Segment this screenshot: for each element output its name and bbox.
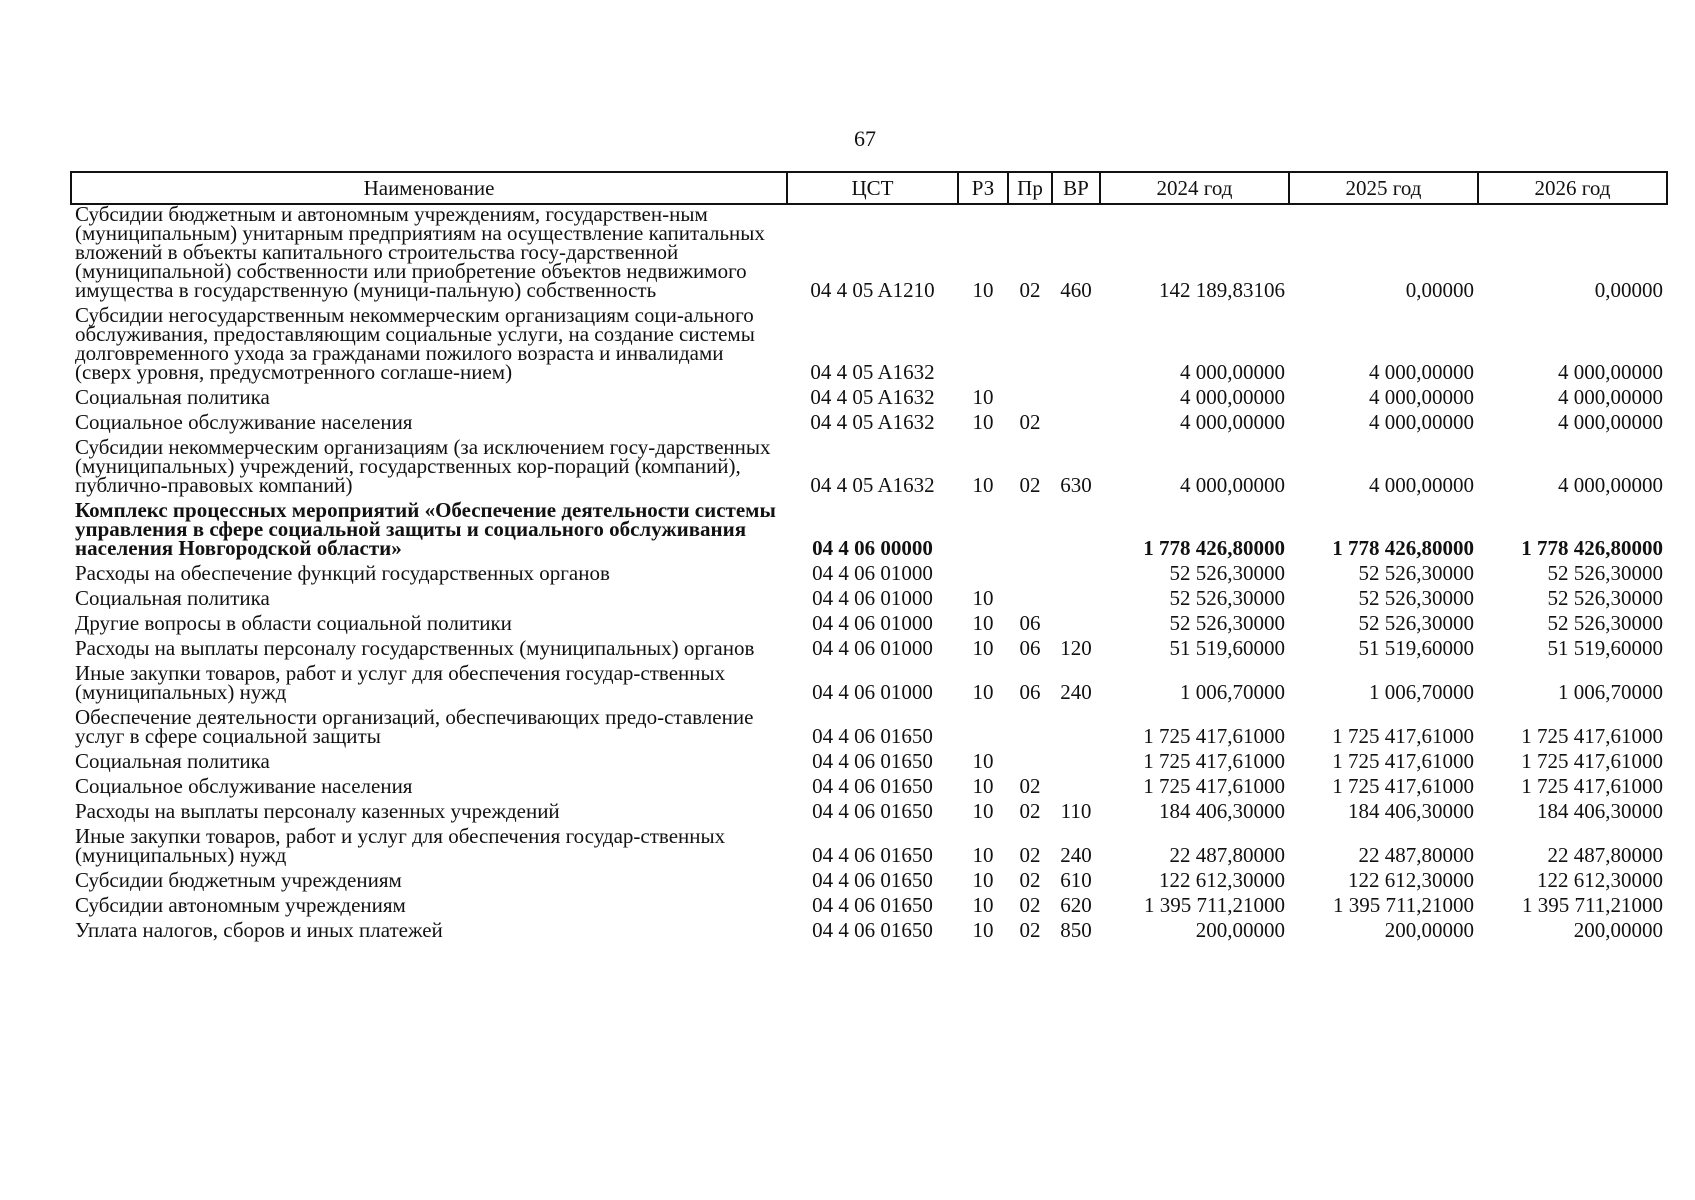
- row-2024: 200,00000: [1195, 918, 1285, 942]
- row-cst: 04 4 06 01650: [812, 724, 933, 748]
- row-pr: 06: [1019, 636, 1041, 660]
- row-name: Социальное обслуживание населения: [75, 774, 413, 798]
- row-vr: 240: [1060, 843, 1092, 867]
- row-2025: 4 000,00000: [1369, 410, 1474, 434]
- row-2026: 51 519,60000: [1547, 636, 1663, 660]
- table-row: [71, 827, 1667, 871]
- row-2024: 4 000,00000: [1180, 473, 1285, 497]
- row-pr: 02: [1019, 799, 1041, 823]
- row-vr: 850: [1060, 918, 1092, 942]
- row-cst: 04 4 06 01000: [812, 611, 933, 635]
- row-2026: 122 612,30000: [1537, 868, 1663, 892]
- row-2024: 1 725 417,61000: [1143, 749, 1285, 773]
- row-cst: 04 4 06 00000: [812, 536, 933, 560]
- row-2024: 122 612,30000: [1159, 868, 1285, 892]
- row-2026: 1 395 711,21000: [1522, 893, 1663, 917]
- column-header-name: Наименование: [71, 172, 787, 204]
- row-2025: 1 725 417,61000: [1332, 724, 1474, 748]
- row-rz: [958, 708, 1008, 752]
- row-name: Комплекс процессных мероприятий «Обеспечение деятельности системы управления в сфере социальной защиты и социального обслуживания населения Новгородской области»: [75, 498, 776, 560]
- row-pr: [1008, 564, 1052, 589]
- table-row: [71, 306, 1667, 388]
- table-row: [71, 204, 1667, 306]
- row-2026: 52 526,30000: [1547, 586, 1663, 610]
- table-row: [71, 708, 1667, 752]
- row-2025: 22 487,80000: [1358, 843, 1474, 867]
- row-name: Социальная политика: [75, 385, 270, 409]
- row-name: Расходы на выплаты персоналу казенных учреждений: [75, 799, 560, 823]
- row-2024: 1 778 426,80000: [1143, 536, 1285, 560]
- column-header-pr: Пр: [1008, 172, 1052, 204]
- row-name: Социальная политика: [75, 749, 270, 773]
- row-cst: 04 4 05 A1632: [810, 360, 935, 384]
- row-cst: 04 4 06 01000: [812, 561, 933, 585]
- row-2025: 1 778 426,80000: [1332, 536, 1474, 560]
- row-2024: 1 725 417,61000: [1143, 774, 1285, 798]
- row-2026: 4 000,00000: [1558, 473, 1663, 497]
- row-vr: [1052, 752, 1100, 777]
- row-pr: 02: [1019, 473, 1041, 497]
- row-vr: 240: [1060, 680, 1092, 704]
- row-2026: 184 406,30000: [1537, 799, 1663, 823]
- row-2025: 1 006,70000: [1369, 680, 1474, 704]
- row-pr: 02: [1019, 868, 1041, 892]
- column-header-2024: 2024 год: [1100, 172, 1289, 204]
- row-name: Обеспечение деятельности организаций, обеспечивающих предо-ставление услуг в сфере социальной защиты: [75, 705, 754, 748]
- row-2026: 200,00000: [1573, 918, 1663, 942]
- row-pr: 02: [1019, 918, 1041, 942]
- table-header: [71, 172, 1667, 204]
- row-2024: 142 189,83106: [1159, 278, 1285, 302]
- row-2025: 4 000,00000: [1369, 385, 1474, 409]
- row-rz: 10: [972, 636, 994, 660]
- row-cst: 04 4 06 01000: [812, 586, 933, 610]
- row-2024: 4 000,00000: [1180, 410, 1285, 434]
- row-rz: 10: [972, 385, 994, 409]
- table-row: [71, 664, 1667, 708]
- row-name: Иные закупки товаров, работ и услуг для обеспечения государ-ственных (муниципальных) нужд: [75, 824, 726, 867]
- row-vr: 630: [1060, 473, 1092, 497]
- row-2025: 1 725 417,61000: [1332, 774, 1474, 798]
- row-2025: 0,00000: [1405, 278, 1474, 302]
- row-pr: 02: [1019, 893, 1041, 917]
- row-2026: 1 725 417,61000: [1521, 749, 1663, 773]
- row-cst: 04 4 06 01000: [812, 636, 933, 660]
- row-2025: 52 526,30000: [1358, 561, 1474, 585]
- row-2025: 4 000,00000: [1369, 473, 1474, 497]
- row-name: Уплата налогов, сборов и иных платежей: [75, 918, 443, 942]
- row-pr: [1008, 708, 1052, 752]
- row-name: Субсидии бюджетным и автономным учреждениям, государствен-ным (муниципальным) унитарным предприятиям на осуществление капитальных вложений в объекты капитального строительства госу-дарственной (муниципальной) собственности или приобретение объектов недвижимого имущества в государственную (муници-пальную) собственность: [75, 202, 765, 302]
- row-2025: 1 395 711,21000: [1333, 893, 1474, 917]
- row-rz: 10: [972, 868, 994, 892]
- row-2024: 4 000,00000: [1180, 360, 1285, 384]
- row-vr: 620: [1060, 893, 1092, 917]
- row-2025: 184 406,30000: [1348, 799, 1474, 823]
- row-2026: 22 487,80000: [1547, 843, 1663, 867]
- row-vr: [1052, 708, 1100, 752]
- row-vr: [1052, 388, 1100, 413]
- row-2026: 1 778 426,80000: [1521, 536, 1663, 560]
- row-name: Социальная политика: [75, 586, 270, 610]
- column-header-2026: 2026 год: [1478, 172, 1667, 204]
- row-vr: 110: [1060, 799, 1092, 823]
- row-2026: 1 725 417,61000: [1521, 774, 1663, 798]
- row-pr: [1008, 306, 1052, 388]
- row-cst: 04 4 05 A1632: [810, 385, 935, 409]
- column-header-2025: 2025 год: [1289, 172, 1478, 204]
- row-name: Субсидии бюджетным учреждениям: [75, 868, 402, 892]
- row-pr: 02: [1019, 843, 1041, 867]
- row-rz: 10: [972, 843, 994, 867]
- row-cst: 04 4 06 01650: [812, 893, 933, 917]
- row-vr: [1052, 564, 1100, 589]
- row-pr: 02: [1019, 774, 1041, 798]
- row-name: Субсидии некоммерческим организациям (за исключением госу-дарственных (муниципальных) учреждений, государственных кор-пораций (компаний), публично-правовых компаний): [75, 435, 771, 497]
- row-2024: 22 487,80000: [1169, 843, 1285, 867]
- row-2025: 4 000,00000: [1369, 360, 1474, 384]
- row-cst: 04 4 06 01650: [812, 868, 933, 892]
- row-name: Субсидии негосударственным некоммерческим организациям соци-ального обслуживания, предоставляющим социальные услуги, на создание системы долговременного ухода за гражданами пожилого возраста и инвалидами (сверх уровня, предусмотренного соглаше-нием): [75, 303, 755, 384]
- row-2025: 51 519,60000: [1358, 636, 1474, 660]
- row-2025: 200,00000: [1384, 918, 1474, 942]
- row-rz: 10: [972, 774, 994, 798]
- row-name: Другие вопросы в области социальной политики: [75, 611, 512, 635]
- row-cst: 04 4 05 A1632: [810, 473, 935, 497]
- row-pr: 02: [1019, 278, 1041, 302]
- row-2025: 122 612,30000: [1348, 868, 1474, 892]
- row-2026: 0,00000: [1594, 278, 1663, 302]
- row-name: Иные закупки товаров, работ и услуг для обеспечения государ-ственных (муниципальных) нужд: [75, 661, 726, 704]
- row-vr: 120: [1060, 636, 1092, 660]
- row-2024: 184 406,30000: [1159, 799, 1285, 823]
- row-cst: 04 4 06 01650: [812, 799, 933, 823]
- row-pr: 06: [1019, 680, 1041, 704]
- row-2024: 1 395 711,21000: [1144, 893, 1285, 917]
- row-2024: 1 725 417,61000: [1143, 724, 1285, 748]
- row-2026: 4 000,00000: [1558, 410, 1663, 434]
- row-vr: [1052, 501, 1100, 564]
- row-rz: 10: [972, 410, 994, 434]
- row-rz: 10: [972, 749, 994, 773]
- budget-table: [70, 171, 1668, 946]
- row-2024: 52 526,30000: [1169, 611, 1285, 635]
- column-header-rz: РЗ: [958, 172, 1008, 204]
- row-name: Социальное обслуживание населения: [75, 410, 413, 434]
- row-2024: 1 006,70000: [1180, 680, 1285, 704]
- row-2026: 1 006,70000: [1558, 680, 1663, 704]
- row-vr: [1052, 306, 1100, 388]
- row-rz: 10: [972, 611, 994, 635]
- row-2025: 1 725 417,61000: [1332, 749, 1474, 773]
- row-vr: [1052, 589, 1100, 614]
- row-rz: 10: [972, 680, 994, 704]
- row-name: Расходы на обеспечение функций государственных органов: [75, 561, 610, 585]
- row-2024: 52 526,30000: [1169, 561, 1285, 585]
- row-rz: [958, 306, 1008, 388]
- row-name: Субсидии автономным учреждениям: [75, 893, 406, 917]
- row-2026: 4 000,00000: [1558, 385, 1663, 409]
- row-2026: 4 000,00000: [1558, 360, 1663, 384]
- row-cst: 04 4 06 01650: [812, 843, 933, 867]
- table-row: [71, 501, 1667, 564]
- row-2024: 52 526,30000: [1169, 586, 1285, 610]
- row-cst: 04 4 06 01650: [812, 918, 933, 942]
- row-2025: 52 526,30000: [1358, 586, 1474, 610]
- row-cst: 04 4 06 01000: [812, 680, 933, 704]
- row-cst: 04 4 06 01650: [812, 749, 933, 773]
- row-pr: [1008, 501, 1052, 564]
- row-rz: 10: [972, 586, 994, 610]
- row-pr: 02: [1019, 410, 1041, 434]
- page-number: 67: [854, 126, 876, 151]
- row-rz: [958, 501, 1008, 564]
- row-rz: 10: [972, 278, 994, 302]
- row-2026: 52 526,30000: [1547, 611, 1663, 635]
- row-rz: 10: [972, 893, 994, 917]
- row-pr: 06: [1019, 611, 1041, 635]
- row-name: Расходы на выплаты персоналу государственных (муниципальных) органов: [75, 636, 755, 660]
- row-rz: 10: [972, 918, 994, 942]
- column-header-vr: ВР: [1052, 172, 1100, 204]
- table-row: [71, 921, 1667, 946]
- row-2025: 52 526,30000: [1358, 611, 1474, 635]
- row-2024: 51 519,60000: [1169, 636, 1285, 660]
- column-header-cst: ЦСТ: [787, 172, 958, 204]
- row-vr: 610: [1060, 868, 1092, 892]
- table-body: [71, 204, 1667, 946]
- table-row: [71, 438, 1667, 501]
- row-vr: [1052, 413, 1100, 438]
- row-2026: 52 526,30000: [1547, 561, 1663, 585]
- row-cst: 04 4 06 01650: [812, 774, 933, 798]
- row-rz: 10: [972, 799, 994, 823]
- row-vr: 460: [1060, 278, 1092, 302]
- row-2024: 4 000,00000: [1180, 385, 1285, 409]
- row-cst: 04 4 05 A1210: [810, 278, 935, 302]
- row-2026: 1 725 417,61000: [1521, 724, 1663, 748]
- row-rz: 10: [972, 473, 994, 497]
- row-cst: 04 4 05 A1632: [810, 410, 935, 434]
